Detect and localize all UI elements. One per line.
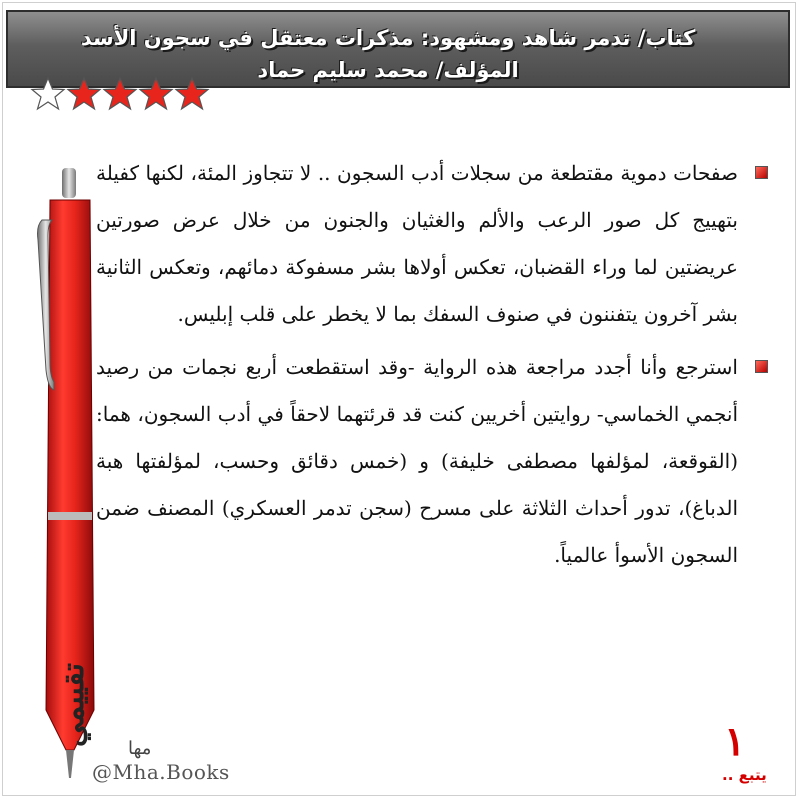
star-filled-icon [138, 76, 174, 112]
paragraph-text: صفحات دموية مقتطعة من سجلات أدب السجون .. لا تتجاوز المئة، لكنها كفيلة بتهييج كل صور الرعب والألم والغثيان والجنون من خلال عرض صورتين عريضتين لما وراء القضبان، تعكس أولاها بشر مسفوكة دمائهم، وتعكس الثانية بشر آخرون يتفننون في صنوف السفك بما لا يخطر على قلب إبليس. [96, 161, 739, 326]
continued-label: يتبع .. [722, 766, 767, 784]
rating-stars [30, 76, 210, 112]
book-title: كتاب/ تدمر شاهد ومشهود: مذكرات معتقل في سجون الأسد [80, 26, 696, 50]
review-text [96, 150, 768, 585]
star-filled-icon [66, 76, 102, 112]
star-empty-icon [30, 76, 66, 112]
author-line: المؤلف/ محمد سليم حماد [257, 58, 519, 82]
paragraph [96, 150, 768, 338]
taqyeem-label: تقييمي [56, 663, 91, 747]
bullet-square-icon [755, 166, 768, 179]
paragraph [96, 344, 768, 579]
page-number: ١ [724, 718, 746, 765]
bullet-square-icon [755, 360, 768, 373]
star-filled-icon [174, 76, 210, 112]
reviewer-handle[interactable]: @Mha.Books [92, 760, 230, 784]
paragraph-text: استرجع وأنا أجدد مراجعة هذه الرواية -وقد استقطعت أربع نجمات من رصيد أنجمي الخماسي- روايتين أخريين كنت قد قرئتهما لاحقاً في أدب السجون، هما: (القوقعة، لمؤلفها مصطفى خليفة) و (خمس دقائق وحسب، لمؤلفتها هبة الدباغ)، تدور أحداث الثلاثة على مسرح (سجن تدمر العسكري) المصنف ضمن السجون الأسوأ عالمياً. [96, 355, 739, 567]
star-filled-icon [102, 76, 138, 112]
reviewer-name: مها [128, 738, 152, 759]
